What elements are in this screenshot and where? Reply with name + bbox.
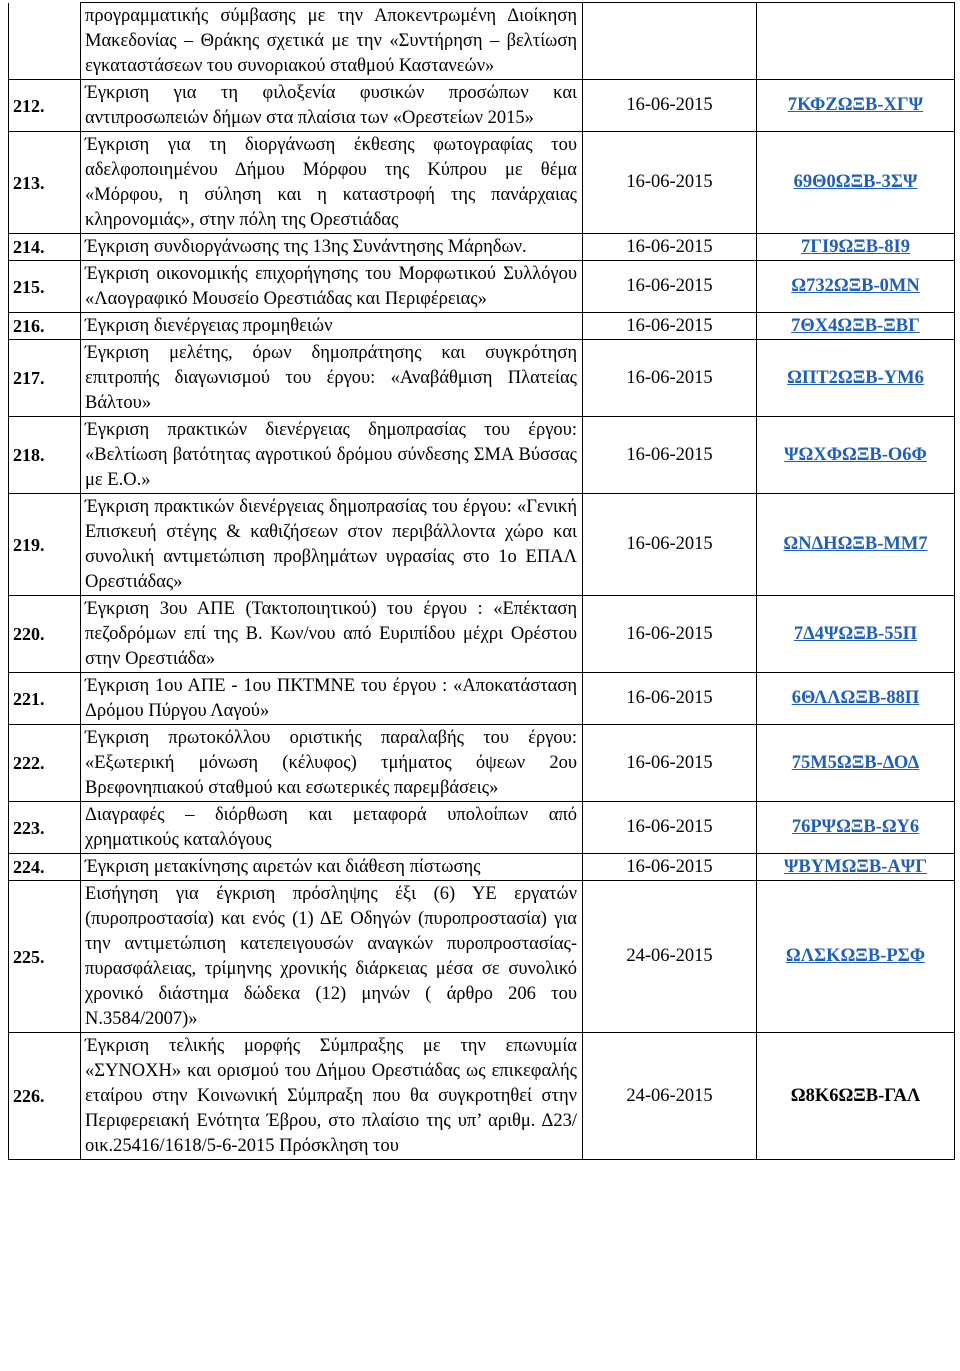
decision-description: Έγκριση για τη φιλοξενία φυσικών προσώπων και αντιπροσωπειών δήμων στα πλαίσια των «Ορεστείων 2015» [81, 80, 583, 132]
table-row [9, 802, 955, 854]
ada-cell [757, 494, 955, 596]
decision-description: Έγκριση μελέτης, όρων δημοπράτησης και συγκρότηση επιτροπής διαγωνισμού του έργου: «Αναβάθμιση Πλατείας Βάλτου» [81, 340, 583, 417]
ada-cell [757, 725, 955, 802]
ada-link[interactable]: 7ΘΧ4ΩΞΒ-ΞΒΓ [791, 315, 920, 336]
table-row [9, 234, 955, 261]
ada-cell [757, 132, 955, 234]
decision-description: Έγκριση διενέργειας προμηθειών [81, 313, 583, 340]
decision-date [583, 3, 757, 80]
ada-link[interactable]: 75Μ5ΩΞΒ-ΔΟΔ [791, 752, 920, 773]
table-row [9, 881, 955, 1033]
decision-number: 225. [9, 881, 81, 1033]
decision-date: 16-06-2015 [583, 854, 757, 881]
ada-link[interactable]: ΩΛΣΚΩΞΒ-ΡΣΦ [785, 946, 926, 966]
ada-cell [757, 881, 955, 1033]
decision-date: 16-06-2015 [583, 80, 757, 132]
ada-cell [757, 802, 955, 854]
ada-cell [757, 340, 955, 417]
ada-link[interactable]: 7ΚΦΖΩΞΒ-ΧΓΨ [787, 95, 924, 115]
decision-date: 16-06-2015 [583, 673, 757, 725]
decision-date: 16-06-2015 [583, 417, 757, 494]
decision-number: 221. [9, 673, 81, 725]
decision-date: 16-06-2015 [583, 494, 757, 596]
decision-date: 16-06-2015 [583, 234, 757, 261]
table-row [9, 673, 955, 725]
ada-link[interactable]: ΩΠΤ2ΩΞΒ-ΥΜ6 [787, 367, 924, 388]
decision-date: 16-06-2015 [583, 725, 757, 802]
ada-cell [757, 854, 955, 881]
decision-date: 24-06-2015 [583, 881, 757, 1033]
table-row [9, 854, 955, 881]
decision-description: Εισήγηση για έγκριση πρόσληψης έξι (6) ΥΕ εργατών (πυροπροστασία) και ενός (1) ΔΕ Οδηγών (πυροπροστασία) για την αντιμετώπιση κατεπειγουσών αναγκών πυροπροστασίας-πυρασφάλειας, τρίμηνης χρονικής διάρκειας μέσα σε συνολικό χρονικό διάστημα δώδεκα (12) μηνών ( άρθρο 206 του Ν.3584/2007)» [81, 881, 583, 1033]
decision-description: προγραμματικής σύμβασης με την Αποκεντρωμένη Διοίκηση Μακεδονίας – Θράκης σχετικά με την «Συντήρηση – βελτίωση εγκαταστάσεων του συνοριακού σταθμού Καστανεών» [81, 3, 583, 80]
decision-date: 24-06-2015 [583, 1033, 757, 1160]
ada-link[interactable]: 69Θ0ΩΞΒ-3ΣΨ [793, 172, 918, 192]
ada-cell [757, 673, 955, 725]
decision-description: Έγκριση πρακτικών διενέργειας δημοπρασίας του έργου: «Γενική Επισκευή στέγης & καθιζήσεων στον περιβάλλοντα χώρο και συνολική αντιμετώπιση προβλημάτων υγρασίας στο 1ο ΕΠΑΛ Ορεστιάδας» [81, 494, 583, 596]
table-row [9, 1033, 955, 1160]
ada-cell [757, 261, 955, 313]
decision-number: 212. [9, 80, 81, 132]
decision-date: 16-06-2015 [583, 596, 757, 673]
ada-link[interactable]: ΩΝΔΗΩΞΒ-ΜΜ7 [783, 534, 928, 554]
ada-link[interactable]: ΨΩΧΦΩΞΒ-Ο6Φ [784, 444, 927, 465]
ada-link[interactable]: 76ΡΨΩΞΒ-ΩΥ6 [791, 817, 920, 837]
decision-description: Διαγραφές – διόρθωση και μεταφορά υπολοίπων από χρηματικούς καταλόγους [81, 802, 583, 854]
ada-cell [757, 234, 955, 261]
decision-number: 213. [9, 132, 81, 234]
ada-cell [757, 1033, 955, 1160]
decision-number: 223. [9, 802, 81, 854]
decision-number: 217. [9, 340, 81, 417]
decisions-table-body [9, 3, 955, 1160]
ada-link[interactable]: Ω732ΩΞΒ-0ΜΝ [791, 276, 920, 296]
ada-link[interactable]: 6ΘΛΛΩΞΒ-88Π [791, 688, 920, 708]
ada-code: Ω8Κ6ΩΞΒ-ΓΑΛ [790, 1085, 921, 1106]
table-row [9, 132, 955, 234]
decision-number: 215. [9, 261, 81, 313]
decision-description: Έγκριση συνδιοργάνωσης της 13ης Συνάντησης Μάρηδων. [81, 234, 583, 261]
table-row [9, 80, 955, 132]
decision-date: 16-06-2015 [583, 802, 757, 854]
decision-description: Έγκριση οικονομικής επιχορήγησης του Μορφωτικού Συλλόγου «Λαογραφικό Μουσείο Ορεστιάδας και Περιφέρειας» [81, 261, 583, 313]
decision-date: 16-06-2015 [583, 313, 757, 340]
decision-number: 218. [9, 417, 81, 494]
table-row [9, 725, 955, 802]
ada-cell [757, 3, 955, 80]
table-row [9, 313, 955, 340]
decision-description: Έγκριση 3ου ΑΠΕ (Τακτοποιητικού) του έργου : «Επέκταση πεζοδρόμων επί της Β. Κων/νου από Ευριπίδου μέχρι Ορέστου στην Ορεστιάδα» [81, 596, 583, 673]
ada-link[interactable]: ΨΒΥΜΩΞΒ-ΑΨΓ [784, 856, 927, 877]
decision-date: 16-06-2015 [583, 261, 757, 313]
decisions-table [8, 2, 955, 1160]
decision-number: 219. [9, 494, 81, 596]
ada-cell [757, 313, 955, 340]
decision-description: Έγκριση πρωτοκόλλου οριστικής παραλαβής του έργου: «Εξωτερική μόνωση (κέλυφος) τμήματος όψεων 2ου Βρεφονηπιακού σταθμού και εσωτερικές παρεμβάσεις» [81, 725, 583, 802]
ada-cell [757, 596, 955, 673]
decision-number: 226. [9, 1033, 81, 1160]
table-row [9, 494, 955, 596]
decision-number: 220. [9, 596, 81, 673]
table-row [9, 596, 955, 673]
ada-cell [757, 80, 955, 132]
decision-description: Έγκριση μετακίνησης αιρετών και διάθεση πίστωσης [81, 854, 583, 881]
decision-date: 16-06-2015 [583, 132, 757, 234]
table-row [9, 340, 955, 417]
table-row [9, 417, 955, 494]
decision-description: Έγκριση πρακτικών διενέργειας δημοπρασίας του έργου: «Βελτίωση βατότητας αγροτικού δρόμου σύνδεσης ΣΜΑ Βύσσας με Ε.Ο.» [81, 417, 583, 494]
decision-description: Έγκριση για τη διοργάνωση έκθεσης φωτογραφίας του αδελφοποιημένου Δήμου Μόρφου της Κύπρου με θέμα «Μόρφου, η σύληση και η καταστροφή της πανάρχαιας κληρονομιάς», στην πόλη της Ορεστιάδας [81, 132, 583, 234]
ada-link[interactable]: 7Δ4ΨΩΞΒ-55Π [793, 623, 918, 644]
table-row [9, 3, 955, 80]
decision-number [9, 3, 81, 80]
ada-link[interactable]: 7ΓΙ9ΩΞΒ-8Ι9 [800, 236, 910, 257]
decision-number: 214. [9, 234, 81, 261]
decision-date: 16-06-2015 [583, 340, 757, 417]
ada-cell [757, 417, 955, 494]
table-row [9, 261, 955, 313]
decision-description: Έγκριση 1ου ΑΠΕ - 1ου ΠΚΤΜΝΕ του έργου : «Αποκατάσταση Δρόμου Πύργου Λαγού» [81, 673, 583, 725]
decision-number: 222. [9, 725, 81, 802]
decision-number: 224. [9, 854, 81, 881]
decision-number: 216. [9, 313, 81, 340]
decision-description: Έγκριση τελικής μορφής Σύμπραξης με την επωνυμία «ΣΥΝΟΧΗ» και ορισμού του Δήμου Ορεστιάδας ως επικεφαλής εταίρου στην Κοινωνική Σύμπραξη που θα συγκροτηθεί στην Περιφερειακή Ενότητα Έβρου, στο πλαίσιο της υπ’ αριθμ. Δ23/οικ.25416/1618/5-6-2015 Πρόσκληση του [81, 1033, 583, 1160]
